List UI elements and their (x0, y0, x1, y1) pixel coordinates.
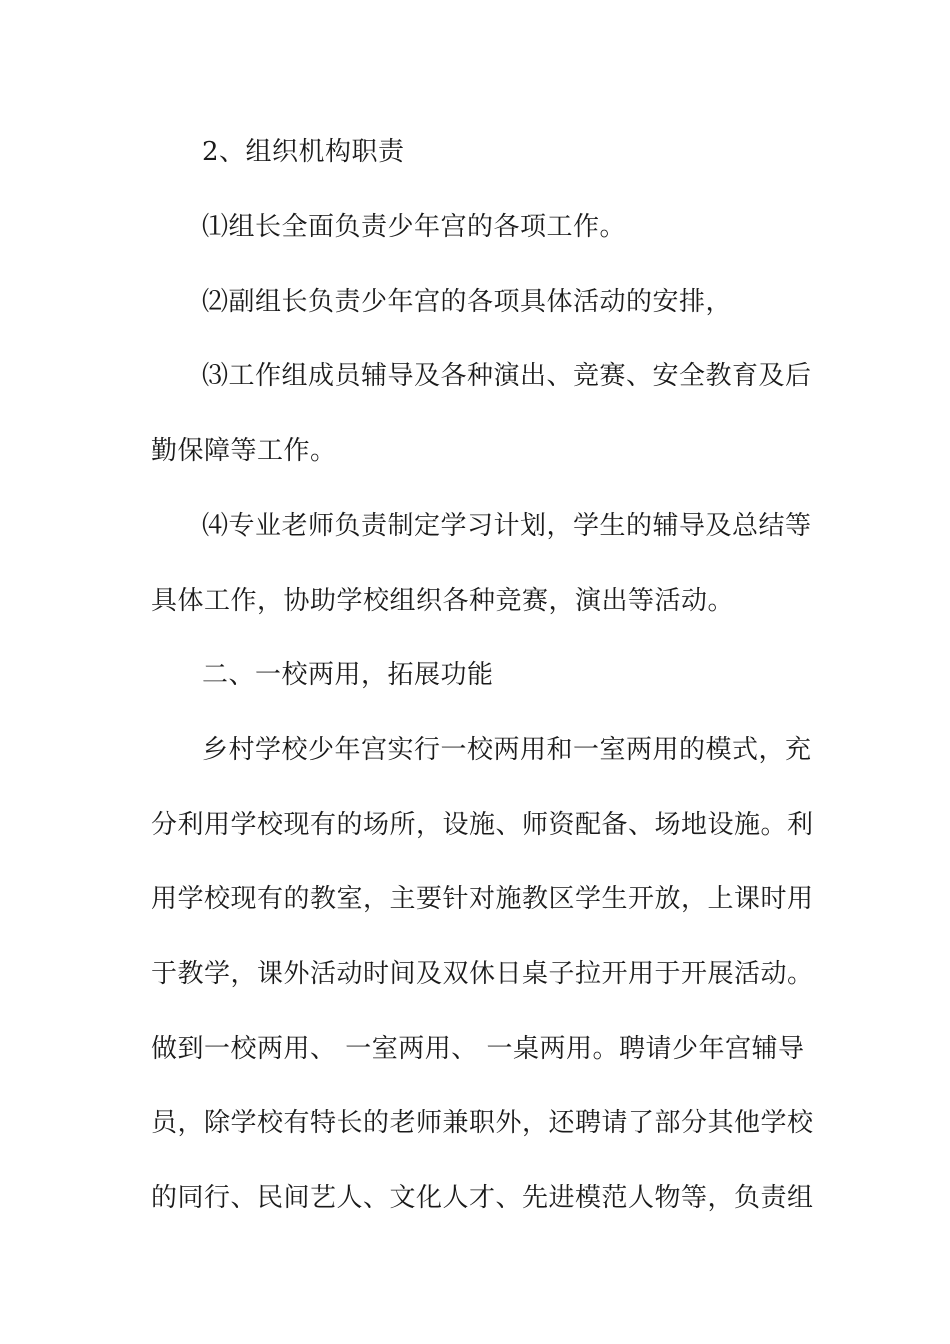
paragraph-line: 具体工作，协助学校组织各种竞赛，演出等活动。 (151, 586, 735, 616)
paragraph-line: 做到一校两用、 一室两用、 一桌两用。聘请少年宫辅导 (151, 1034, 805, 1064)
paragraph-line: 乡村学校少年宫实行一校两用和一室两用的模式，充 (202, 735, 812, 765)
paragraph-line: 的同行、民间艺人、文化人才、先进模范人物等，负责组 (151, 1183, 814, 1213)
paragraph-line: 员，除学校有特长的老师兼职外，还聘请了部分其他学校 (151, 1108, 814, 1138)
section-heading: 2、组织机构职责 (202, 137, 405, 167)
paragraph-line: ⑶工作组成员辅导及各种演出、竞赛、安全教育及后 (202, 361, 812, 391)
section-heading: 二、一校两用，拓展功能 (202, 660, 494, 690)
paragraph-line: 于教学，课外活动时间及双休日桌子拉开用于开展活动。 (151, 959, 814, 989)
paragraph-line: 用学校现有的教室，主要针对施教区学生开放，上课时用 (151, 884, 814, 914)
paragraph-line: ⑴组长全面负责少年宫的各项工作。 (202, 212, 627, 242)
paragraph-line: 分利用学校现有的场所，设施、师资配备、场地设施。利 (151, 810, 814, 840)
paragraph-line: ⑵副组长负责少年宫的各项具体活动的安排， (202, 287, 733, 317)
paragraph-line: ⑷专业老师负责制定学习计划，学生的辅导及总结等 (202, 511, 812, 541)
paragraph-line: 勤保障等工作。 (151, 436, 337, 466)
